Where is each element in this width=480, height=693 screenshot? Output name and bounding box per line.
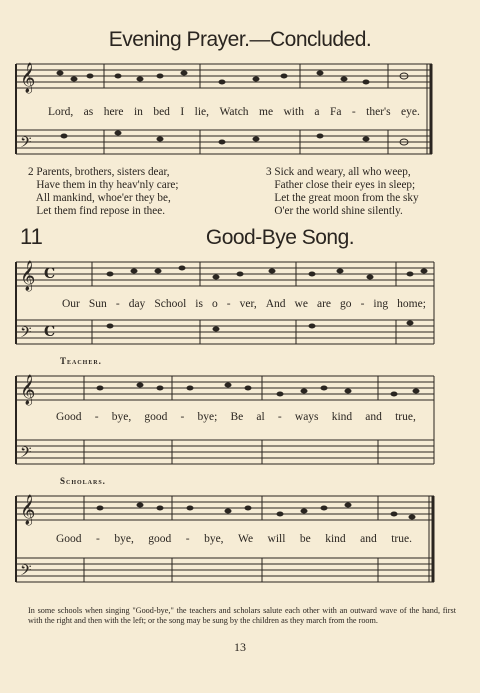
hymn2-number: 11 [20, 224, 43, 249]
bass-clef-icon: 𝄢 [20, 324, 32, 345]
treble-clef-icon: 𝄞 [20, 261, 36, 291]
treble-clef-icon: 𝄞 [20, 63, 36, 93]
hymn2-lyrics-line2: Good - bye, good - bye; Be al - ways kind and true, [56, 411, 416, 423]
hymn1-verse-3: 3 Sick and weary, all who weep, Father close their eyes in sleep; Let the great moon from the sky O'er the world shine silently. [266, 166, 419, 217]
hymn2-lyrics-line1: Our Sun - day School is o - ver, And we are go - ing home; [62, 298, 426, 310]
hymn2-title: Good-Bye Song. [205, 226, 355, 249]
clefs [20, 62, 55, 583]
bass-clef-icon: 𝄢 [20, 562, 32, 583]
hymn2-lyrics-line3: Good - bye, good - bye, We will be kind and true. [56, 533, 412, 545]
teacher-label: Teacher. [60, 356, 102, 366]
hymn1-verse-2: 2 Parents, brothers, sisters dear, Have them in thy heav'nly care; All mankind, whoe'er they be, Let them find repose in thee. [28, 166, 179, 217]
hymn1-lyrics: Lord, as here in bed I lie, Watch me with a Fa - ther's eye. [48, 106, 420, 118]
bass-clef-icon: 𝄢 [20, 444, 32, 465]
system1-treble [16, 64, 432, 88]
page-number: 13 [234, 640, 246, 654]
bass-clef-icon: 𝄢 [20, 134, 32, 155]
scholars-label: Scholars. [60, 476, 106, 486]
svg-text:C: C [44, 266, 56, 282]
footnote: In some schools when singing "Good-bye," the teachers and scholars salute each other with an outward wave of the hand, first with the right and then with the left; or the song may be sung by the children as they march from the room. [28, 606, 456, 625]
hymn1-title: Evening Prayer.—Concluded. [108, 28, 372, 51]
svg-text:C: C [44, 324, 56, 340]
treble-clef-icon: 𝄞 [20, 495, 36, 525]
treble-clef-icon: 𝄞 [20, 375, 36, 405]
